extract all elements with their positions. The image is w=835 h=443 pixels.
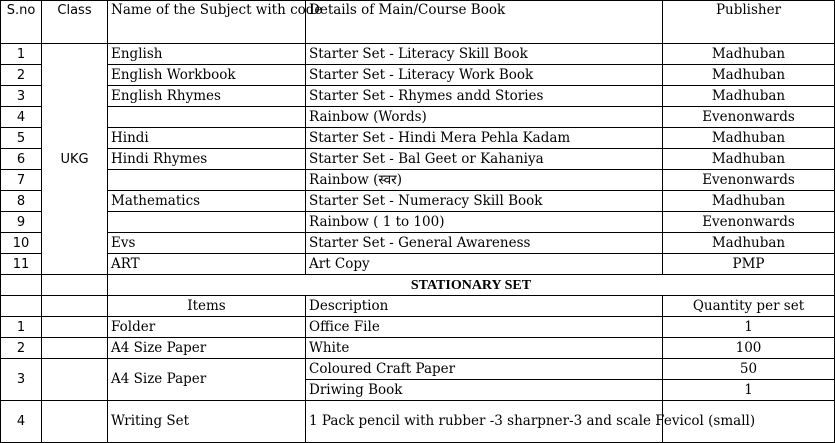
row-sno: 3	[1, 359, 42, 401]
row-details: Starter Set - General Awareness	[306, 233, 663, 254]
class-cell: UKG	[42, 44, 108, 275]
row-subject: English Workbook	[108, 65, 306, 86]
row-sno: 4	[1, 401, 42, 443]
row-subject: Evs	[108, 233, 306, 254]
row-details: Rainbow (Words)	[306, 107, 663, 128]
row-sno: 2	[1, 338, 42, 359]
row-item: A4 Size Paper	[108, 338, 306, 359]
row-sno: 4	[1, 107, 42, 128]
header-details: Details of Main/Course Book	[306, 1, 663, 44]
row-sno: 8	[1, 191, 42, 212]
row-description: White	[306, 338, 663, 359]
row-description: Office File	[306, 317, 663, 338]
header-sno: S.no	[1, 1, 42, 44]
row-quantity: 1	[663, 380, 835, 401]
row-details: Starter Set - Numeracy Skill Book	[306, 191, 663, 212]
row-subject: Hindi Rhymes	[108, 149, 306, 170]
table-row	[1, 233, 835, 254]
table-row	[1, 401, 835, 443]
row-sno: 1	[1, 44, 42, 65]
header-quantity: Quantity per set	[663, 296, 835, 317]
row-details: Starter Set - Rhymes andd Stories	[306, 86, 663, 107]
stationary-header-row	[1, 296, 835, 317]
row-publisher: Madhuban	[663, 149, 835, 170]
empty-cell	[42, 401, 108, 443]
row-quantity: 100	[663, 338, 835, 359]
table-row	[1, 212, 835, 233]
table-row	[1, 170, 835, 191]
empty-cell	[42, 359, 108, 401]
row-description: Coloured Craft Paper	[306, 359, 663, 380]
row-subject: English Rhymes	[108, 86, 306, 107]
row-publisher: Madhuban	[663, 65, 835, 86]
row-publisher: PMP	[663, 254, 835, 275]
table-row	[1, 86, 835, 107]
header-subject: Name of the Subject with code	[108, 1, 306, 44]
row-quantity: 50	[663, 359, 835, 380]
row-subject: Hindi	[108, 128, 306, 149]
row-sno: 7	[1, 170, 42, 191]
row-sno: 9	[1, 212, 42, 233]
table-row	[1, 44, 835, 65]
stationary-title-row	[1, 275, 835, 296]
row-sno: 3	[1, 86, 42, 107]
row-subject	[108, 212, 306, 233]
table-row	[1, 191, 835, 212]
row-sno: 10	[1, 233, 42, 254]
row-publisher: Madhuban	[663, 128, 835, 149]
row-details: Art Copy	[306, 254, 663, 275]
row-sno: 5	[1, 128, 42, 149]
row-details: Starter Set - Hindi Mera Pehla Kadam	[306, 128, 663, 149]
table-row	[1, 149, 835, 170]
row-publisher: Madhuban	[663, 44, 835, 65]
header-row	[1, 1, 835, 44]
row-publisher: Evenonwards	[663, 212, 835, 233]
header-class: Class	[42, 1, 108, 44]
row-quantity: 1	[663, 317, 835, 338]
empty-cell	[42, 275, 108, 296]
header-publisher: Publisher	[663, 1, 835, 44]
table-row	[1, 65, 835, 86]
row-publisher: Evenonwards	[663, 107, 835, 128]
row-publisher: Evenonwards	[663, 170, 835, 191]
row-subject: Mathematics	[108, 191, 306, 212]
table-row	[1, 107, 835, 128]
row-subject: English	[108, 44, 306, 65]
stationary-set-title: STATIONARY SET	[108, 275, 835, 296]
row-details: Starter Set - Literacy Skill Book	[306, 44, 663, 65]
row-item: A4 Size Paper	[108, 359, 306, 401]
header-description: Description	[306, 296, 663, 317]
row-publisher: Madhuban	[663, 86, 835, 107]
row-sno: 6	[1, 149, 42, 170]
row-sno: 1	[1, 317, 42, 338]
row-subject	[108, 107, 306, 128]
table-row	[1, 254, 835, 275]
empty-cell	[42, 317, 108, 338]
header-items: Items	[108, 296, 306, 317]
table-row	[1, 338, 835, 359]
empty-cell	[42, 338, 108, 359]
row-subject	[108, 170, 306, 191]
row-publisher: Madhuban	[663, 233, 835, 254]
row-details: Starter Set - Literacy Work Book	[306, 65, 663, 86]
empty-cell	[1, 296, 42, 317]
row-description: Driwing Book	[306, 380, 663, 401]
row-item: Writing Set	[108, 401, 306, 443]
row-subject: ART	[108, 254, 306, 275]
row-sno: 2	[1, 65, 42, 86]
row-details: Rainbow (स्वर)	[306, 170, 663, 191]
empty-cell	[1, 275, 42, 296]
table-row	[1, 359, 835, 380]
table-row	[1, 317, 835, 338]
row-item: Folder	[108, 317, 306, 338]
empty-cell	[42, 296, 108, 317]
row-details: Rainbow ( 1 to 100)	[306, 212, 663, 233]
row-details: Starter Set - Bal Geet or Kahaniya	[306, 149, 663, 170]
row-sno: 11	[1, 254, 42, 275]
table-row	[1, 128, 835, 149]
row-publisher: Madhuban	[663, 191, 835, 212]
row-description: 1 Pack pencil with rubber -3 sharpner-3 and scale Fevicol (small)	[306, 401, 663, 443]
